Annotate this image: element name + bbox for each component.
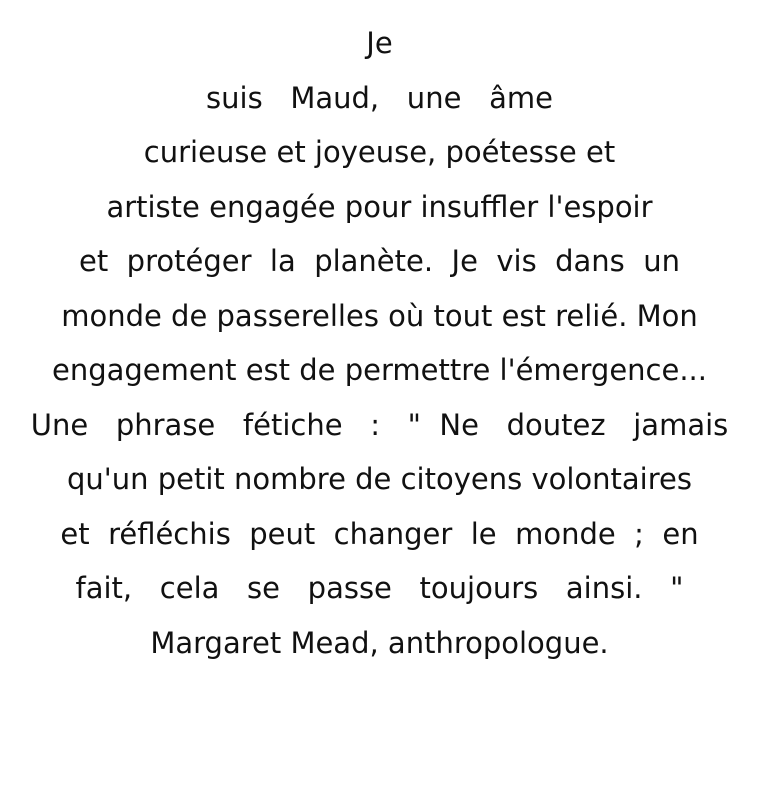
bio-line: Margaret Mead, anthropologue. — [150, 625, 609, 660]
bio-line: monde de passerelles où tout est relié. Mon — [61, 298, 698, 333]
bio-line: qu'un petit nombre de citoyens volontaires — [67, 462, 692, 496]
bio-line: Une phrase fétiche : " Ne doutez jamais — [30, 407, 729, 442]
bio-line: Je — [366, 26, 393, 60]
bio-line: curieuse et joyeuse, poétesse et — [143, 135, 616, 169]
bio-line: et réfléchis peut changer le monde ; en — [60, 516, 699, 551]
bio-line: suis Maud, une âme — [206, 80, 553, 115]
bio-paragraph — [0, 16, 759, 670]
bio-line: fait, cela se passe toujours ainsi. " — [75, 571, 684, 605]
bio-line: artiste engagée pour insuffler l'espoir — [106, 189, 653, 224]
bio-line: engagement est de permettre l'émergence... — [51, 353, 707, 387]
bio-line: et protéger la planète. Je vis dans un — [79, 244, 680, 278]
